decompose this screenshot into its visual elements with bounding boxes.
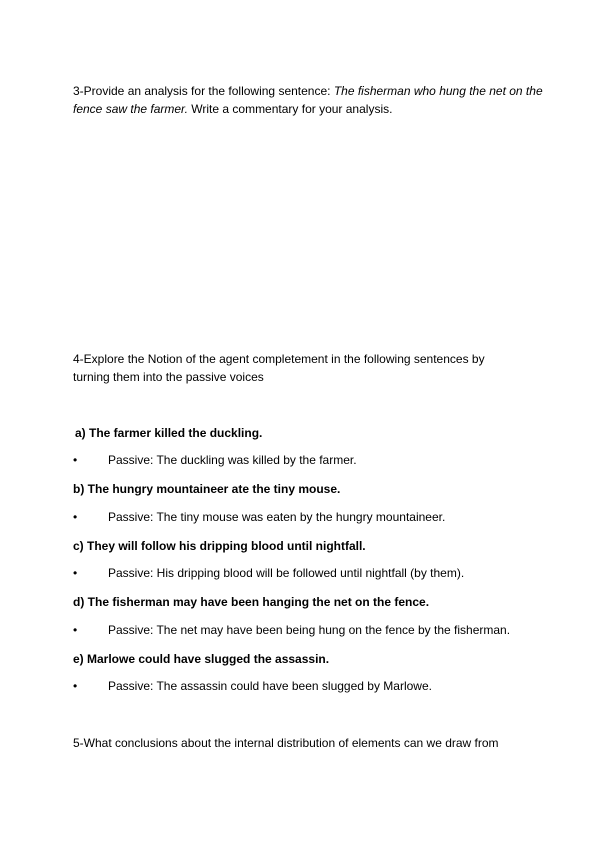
passive-d bbox=[73, 621, 510, 639]
bullet-point: • bbox=[73, 623, 78, 637]
passive-b bbox=[73, 508, 445, 526]
question-5: 5-What conclusions about the internal distribution of elements can we draw from bbox=[73, 736, 499, 750]
passive-d-text: Passive: The net may have been being hung on the fence by the fisherman. bbox=[108, 623, 511, 637]
question-4: 4-Explore the Notion of the agent completement in the following sentences by turning them into the passive voices bbox=[73, 352, 485, 384]
question-3-example-sentence: The fisherman who hung the net on the fence saw the farmer. bbox=[73, 84, 543, 116]
passive-c-text: Passive: His dripping blood will be followed until nightfall (by them). bbox=[108, 566, 465, 580]
sentence-c: c) They will follow his dripping blood until nightfall. bbox=[73, 539, 366, 553]
passive-e-text: Passive: The assassin could have been slugged by Marlowe. bbox=[108, 679, 432, 693]
bullet-point: • bbox=[73, 453, 78, 467]
passive-a bbox=[73, 451, 357, 469]
question-3-suffix: Write a commentary for your analysis. bbox=[187, 102, 393, 116]
sentence-e: e) Marlowe could have slugged the assassin. bbox=[73, 652, 330, 666]
passive-e bbox=[73, 677, 432, 695]
sentence-b: b) The hungry mountaineer ate the tiny mouse. bbox=[73, 482, 341, 496]
passive-b-text: Passive: The tiny mouse was eaten by the hungry mountaineer. bbox=[108, 510, 446, 524]
question-3-prefix: 3-Provide an analysis for the following sentence: bbox=[73, 84, 334, 98]
passive-c bbox=[73, 564, 464, 582]
bullet-point: • bbox=[73, 566, 78, 580]
passive-a-text: Passive: The duckling was killed by the farmer. bbox=[108, 453, 357, 467]
bullet-point: • bbox=[73, 510, 78, 524]
bullet-point: • bbox=[73, 679, 78, 693]
sentence-d: d) The fisherman may have been hanging the net on the fence. bbox=[73, 595, 430, 609]
question-3 bbox=[73, 82, 543, 118]
sentence-a: a) The farmer killed the duckling. bbox=[75, 426, 263, 440]
